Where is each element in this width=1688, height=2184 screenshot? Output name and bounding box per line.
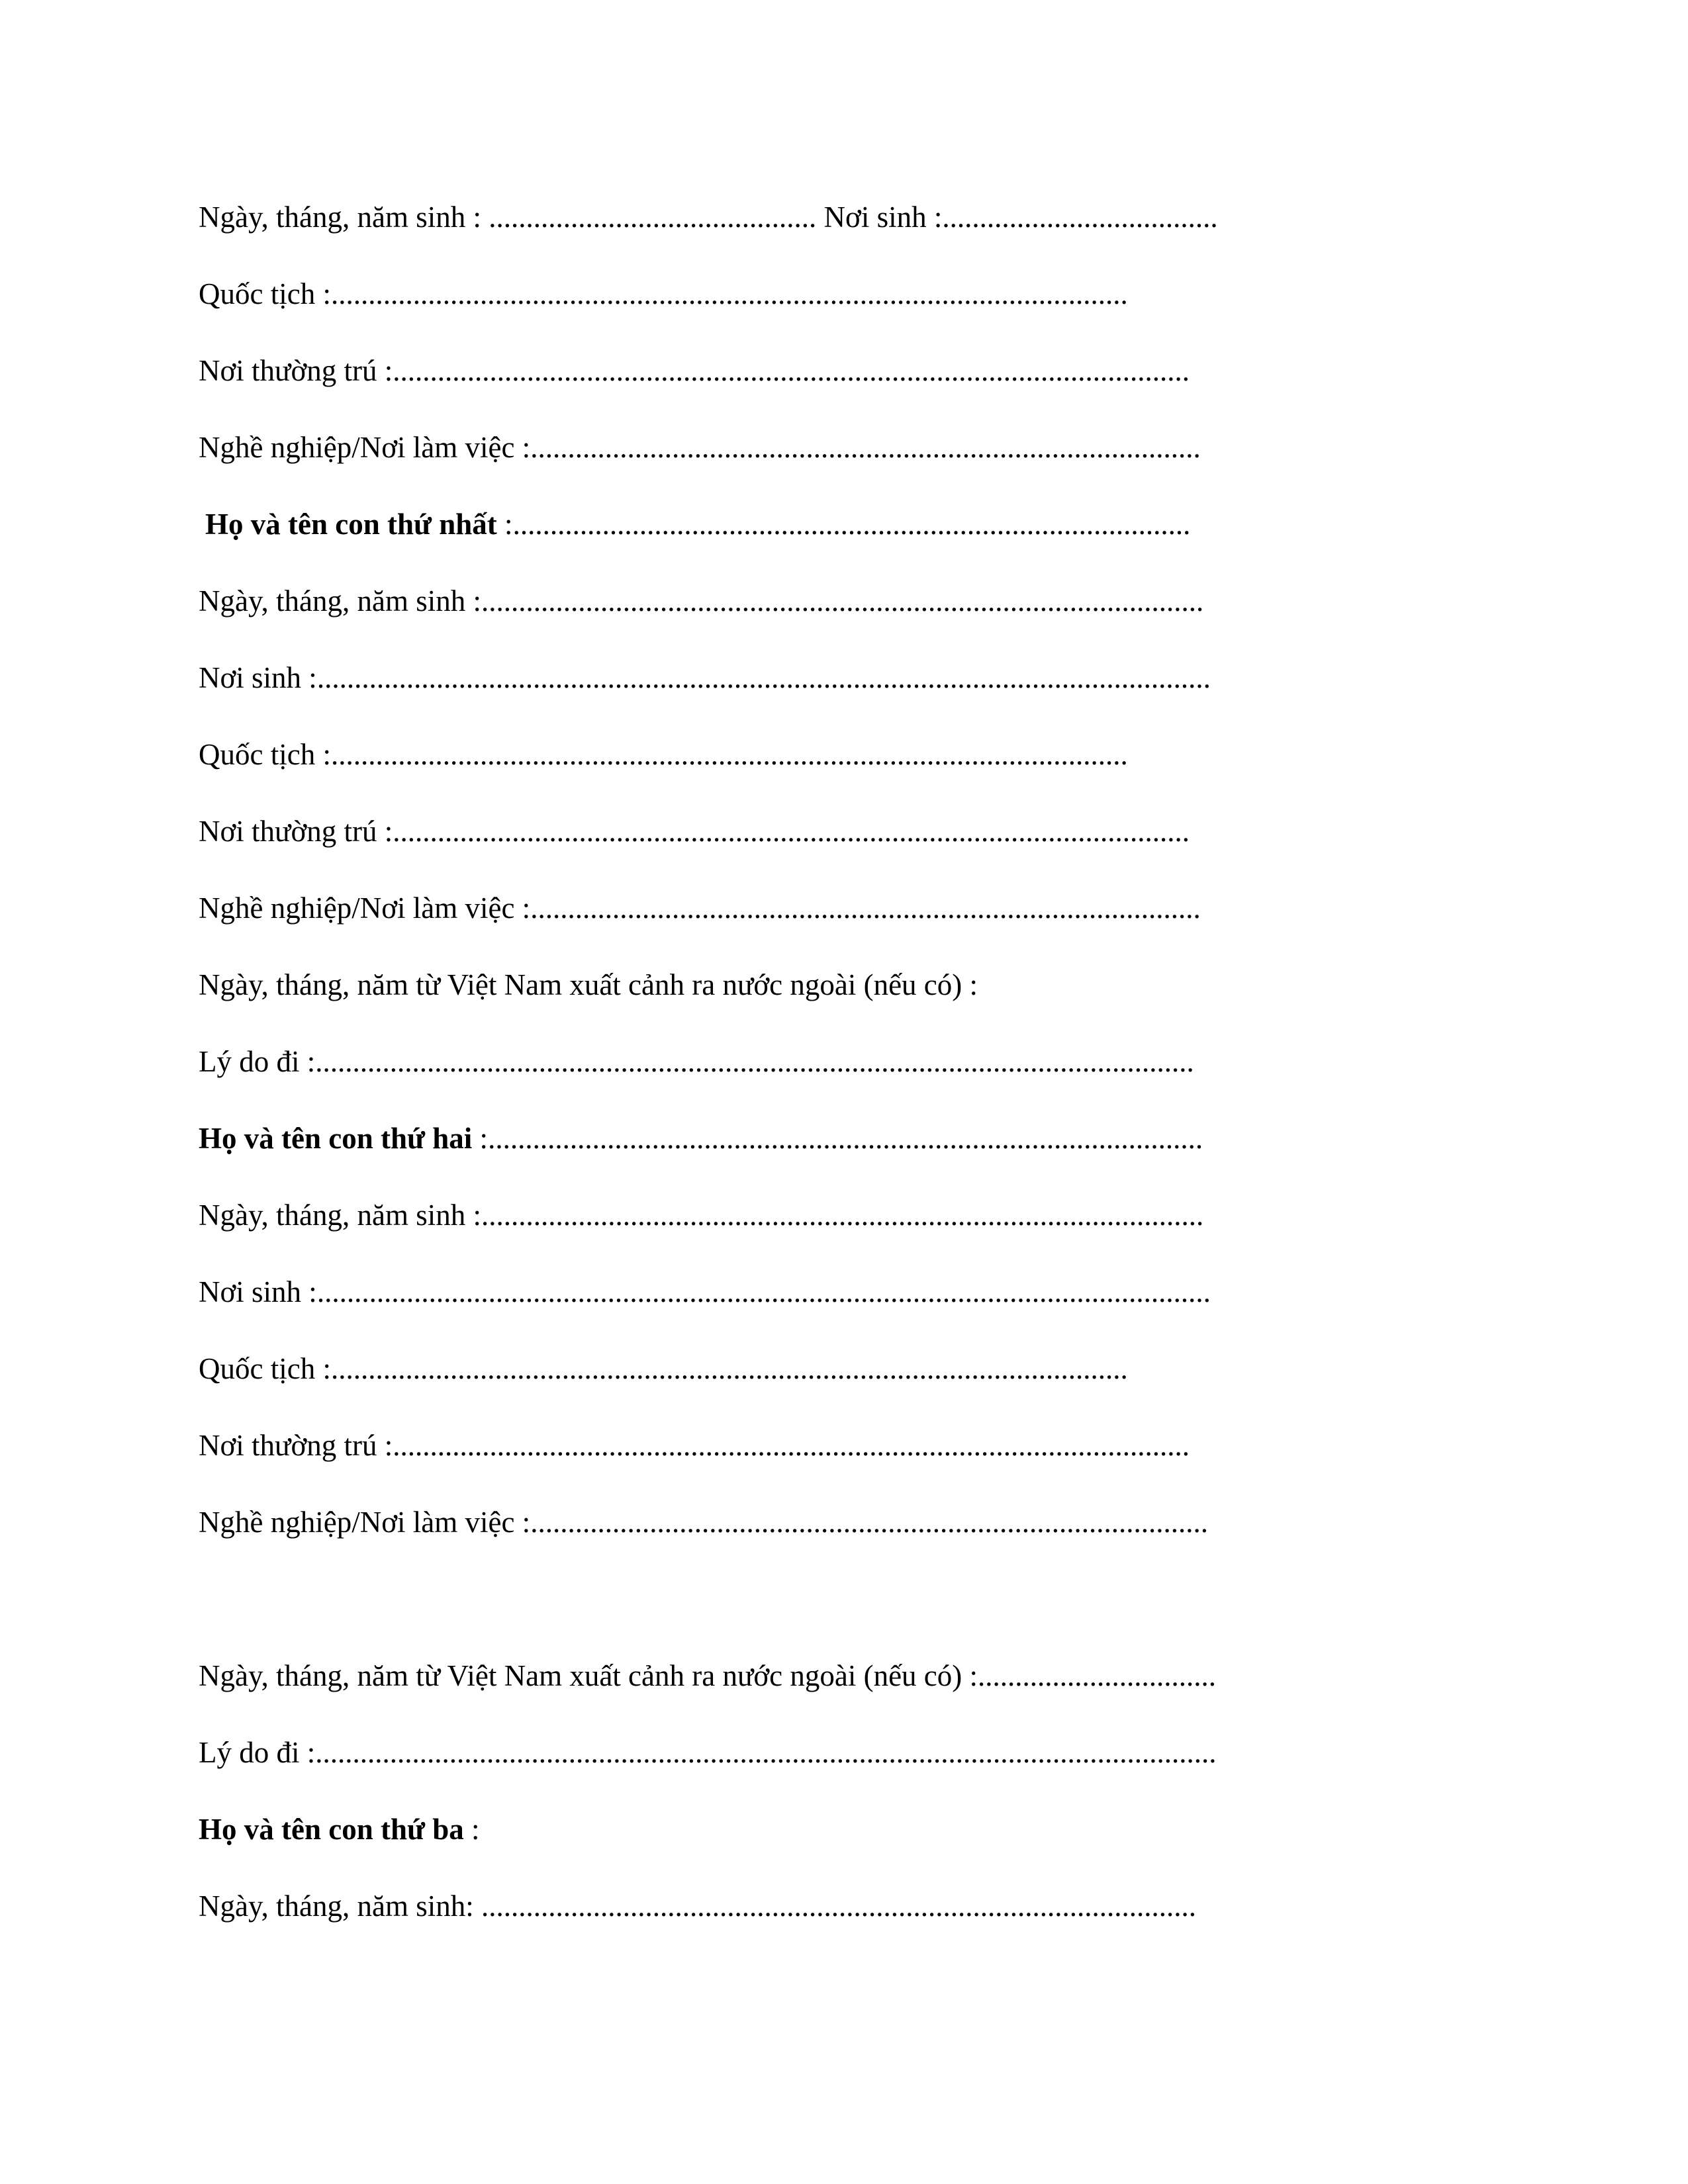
second-child-departure-date-line <box>199 1656 1216 1696</box>
field-label: Ngày, tháng, năm từ Việt Nam xuất cảnh ra nước ngoài (nếu có) : <box>199 1659 978 1692</box>
field-label: Nơi thường trú : <box>199 815 393 848</box>
fill-dots: ................................................................................................. <box>481 1199 1204 1232</box>
field-label: Ngày, tháng, năm từ Việt Nam xuất cảnh ra nước ngoài (nếu có) : <box>199 968 978 1001</box>
fill-dots: ........................................................................................................... <box>393 354 1190 387</box>
field-label: Nơi sinh : <box>199 661 317 694</box>
field-label: Ngày, tháng, năm sinh : <box>199 584 482 617</box>
second-child-birth-date-line <box>199 1195 1203 1235</box>
fill-dots: ........................................................................................................... <box>330 277 1128 310</box>
field-label: Nơi sinh : <box>816 201 943 234</box>
birth-date-and-place-line <box>199 197 1218 237</box>
fill-dots: ......................................................................................................................... <box>315 1736 1217 1769</box>
fill-dots: ........................................................................................................... <box>330 1352 1128 1385</box>
fill-dots: ...................................................................................................................... <box>315 1045 1194 1078</box>
first-child-departure-reason-line <box>199 1042 1194 1081</box>
second-child-heading <box>199 1118 1203 1158</box>
fill-dots: .......................................................................................... <box>530 891 1201 925</box>
field-label: Lý do đi : <box>199 1736 316 1769</box>
field-label: Ngày, tháng, năm sinh : <box>199 201 489 234</box>
nationality-line <box>199 274 1128 314</box>
residence-line <box>199 351 1190 390</box>
field-label: : <box>463 1813 480 1846</box>
field-label: Nơi thường trú : <box>199 1429 393 1462</box>
fill-dots: ............................................ <box>489 201 817 234</box>
fill-dots: ........................................................................................................................ <box>316 661 1211 694</box>
section-heading: Họ và tên con thứ ba <box>199 1813 464 1846</box>
second-child-nationality-line <box>199 1349 1128 1388</box>
section-heading: Họ và tên con thứ hai <box>199 1122 473 1155</box>
first-child-birth-date-line <box>199 581 1203 621</box>
fill-dots: ................................ <box>978 1659 1217 1692</box>
field-label: Lý do đi : <box>199 1045 316 1078</box>
field-label: Quốc tịch : <box>199 738 331 771</box>
fill-dots: ..................................... <box>942 201 1218 234</box>
fill-dots: ........................................................................................................................ <box>316 1275 1211 1308</box>
third-child-heading <box>199 1809 480 1849</box>
first-child-residence-line <box>199 811 1190 851</box>
second-child-residence-line <box>199 1426 1190 1465</box>
first-child-nationality-line <box>199 735 1128 774</box>
field-label: : <box>472 1122 489 1155</box>
field-label: Quốc tịch : <box>199 1352 331 1385</box>
field-label: Quốc tịch : <box>199 277 331 310</box>
first-child-occupation-line <box>199 888 1201 928</box>
fill-dots: ........................................................................................................... <box>393 1429 1190 1462</box>
occupation-line <box>199 428 1201 467</box>
section-heading: Họ và tên con thứ nhất <box>205 508 497 541</box>
field-label: Nghề nghiệp/Nơi làm việc : <box>199 1506 531 1539</box>
fill-dots: ........................................................................................... <box>530 1506 1208 1539</box>
field-label: Nghề nghiệp/Nơi làm việc : <box>199 891 531 925</box>
field-label: Ngày, tháng, năm sinh: <box>199 1889 482 1923</box>
fill-dots: ................................................................................................ <box>488 1122 1203 1155</box>
field-label: Nơi sinh : <box>199 1275 317 1308</box>
field-label: Nơi thường trú : <box>199 354 393 387</box>
second-child-occupation-line <box>199 1502 1208 1542</box>
first-child-birthplace-line <box>199 658 1211 698</box>
fill-dots: ........................................................................................................... <box>393 815 1190 848</box>
field-label: Ngày, tháng, năm sinh : <box>199 1199 482 1232</box>
fill-dots: ........................................................................................... <box>512 508 1191 541</box>
fill-dots: .......................................................................................... <box>530 431 1201 464</box>
fill-dots: ........................................................................................................... <box>330 738 1128 771</box>
field-label: Nghề nghiệp/Nơi làm việc : <box>199 431 531 464</box>
fill-dots: ................................................................................................ <box>481 1889 1197 1923</box>
field-label: : <box>496 508 513 541</box>
first-child-heading <box>205 504 1190 544</box>
second-child-birthplace-line <box>199 1272 1211 1312</box>
fill-dots: ................................................................................................. <box>481 584 1204 617</box>
third-child-birth-date-line <box>199 1886 1196 1926</box>
second-child-departure-reason-line <box>199 1733 1217 1772</box>
first-child-departure-date-line <box>199 965 978 1005</box>
